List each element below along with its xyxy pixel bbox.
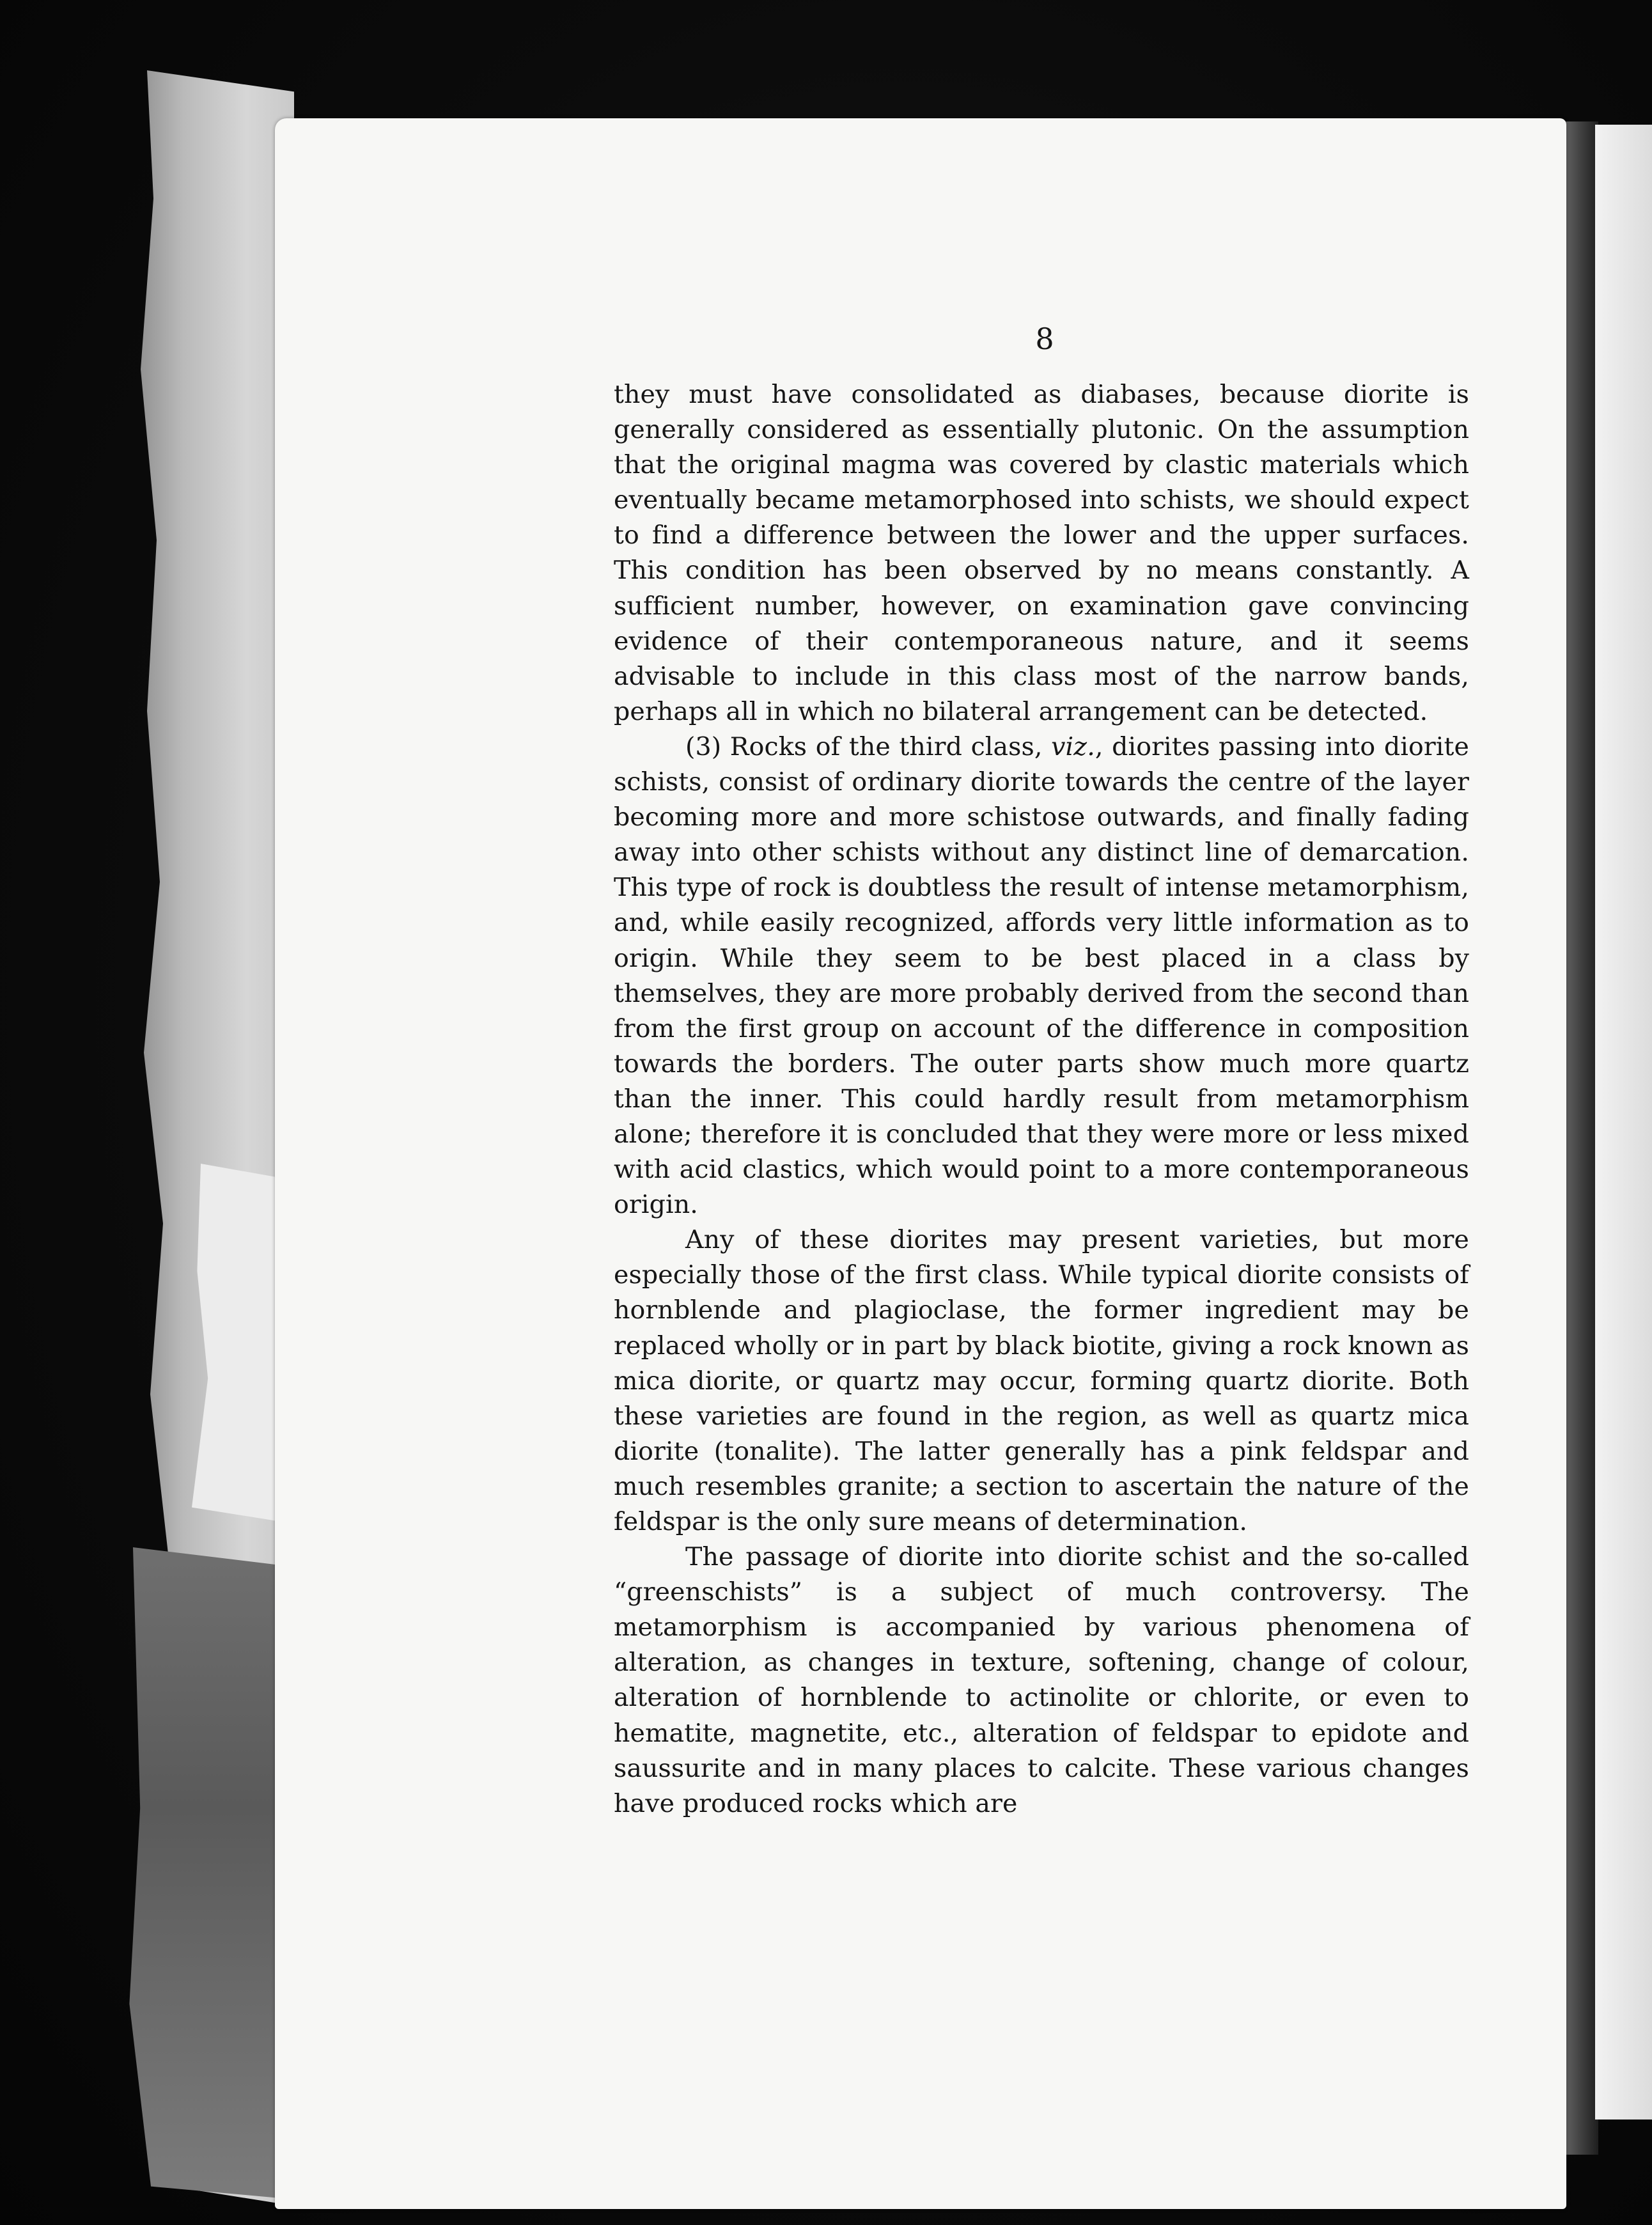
page-text xyxy=(614,320,1469,1822)
paper-strip-highlight xyxy=(192,1164,281,1522)
paper-strip-shadow xyxy=(115,1547,294,2199)
facing-page-edge xyxy=(1595,125,1652,2120)
paragraph-third-class: (3) Rocks of the third class, viz., diorites passing into diorite schists, consist of ordinary diorite towards the centre of the layer becoming more and more schistose outwards, and finally fading away into other schists without any distinct line of demarcation. This type of rock is doubtless the result of intense metamorphism, and, while easily recognized, affords very little information as to origin. While they seem to be best placed in a class by themselves, they are more probably derived from the second than from the first group on account of the difference in composition towards the borders. The outer parts show much more quartz than the inner. This could hardly result from metamorphism alone; therefore it is concluded that they were more or less mixed with acid clastics, which would point to a more contemporaneous origin. xyxy=(614,731,1469,1220)
paragraph-varieties: Any of these diorites may present varieties, but more especially those of the first class. While typical diorite consists of hornblende and plagioclase, the former ingredient may be replaced wholly or in part by black biotite, giving a rock known as mica diorite, or quartz may occur, forming quartz diorite. Both these varieties are found in the region, as well as quartz mica diorite (tonalite). The latter generally has a pink feldspar and much resembles granite; a section to ascertain the nature of the feldspar is the only sure means of determination. xyxy=(614,1225,1469,1536)
page-number: 8 xyxy=(1035,322,1054,356)
paragraph-greenschists: The passage of diorite into diorite schist and the so-called “greenschists” is a subject of much controversy. The metamorphism is accompanied by various phenomena of alteration, as changes in texture, softening, change of colour, alteration of hornblende to actinolite or chlorite, or even to hematite, magnetite, etc., alteration of feldspar to epidote and saussurite and in many places to calcite. These various changes have produced rocks which are xyxy=(614,1542,1469,1818)
paragraph-continued: they must have consolidated as diabases, because diorite is generally considered as essentially plutonic. On the assumption that the original magma was covered by clastic materials which eventually became metamorphosed into schists, we should expect to find a difference between the lower and the upper surfaces. This condition has been observed by no means constantly. A sufficient number, however, on examination gave convincing evidence of their contemporaneous nature, and it seems advisable to include in this class most of the narrow bands, perhaps all in which no bilateral arrangement can be detected. xyxy=(614,380,1469,726)
italic-viz: viz. xyxy=(1051,731,1095,761)
